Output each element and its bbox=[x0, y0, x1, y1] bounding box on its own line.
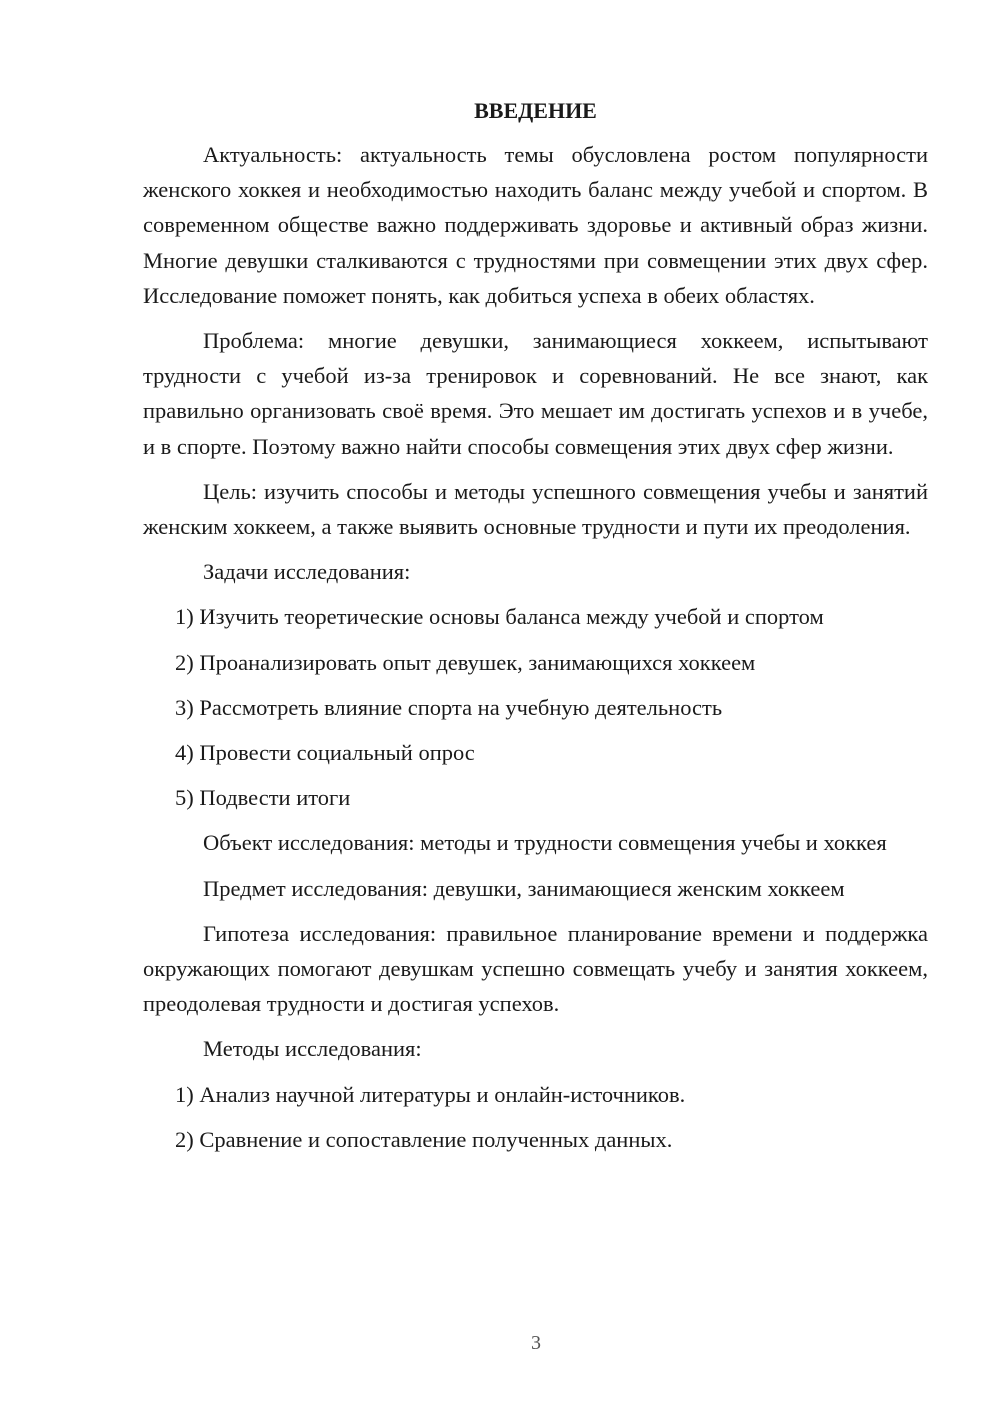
tasks-title: Задачи исследования: bbox=[203, 559, 411, 585]
list-item: 1) Анализ научной литературы и онлайн-источников. bbox=[175, 1081, 686, 1107]
methods-list bbox=[143, 1077, 928, 1157]
subject-paragraph: Предмет исследования: девушки, занимающиеся женским хоккеем bbox=[203, 875, 845, 901]
list-item: 5) Подвести итоги bbox=[175, 785, 351, 811]
methods-title: Методы исследования: bbox=[203, 1036, 422, 1062]
goal-paragraph: Цель: изучить способы и методы успешного совмещения учебы и занятий женским хоккеем, а также выявить основные трудности и пути их преодоления. bbox=[143, 478, 928, 540]
list-item: 2) Проанализировать опыт девушек, занимающихся хоккеем bbox=[175, 649, 756, 675]
page-number: 3 bbox=[531, 1332, 541, 1354]
list-item: 4) Провести социальный опрос bbox=[175, 740, 475, 766]
list-item: 1) Изучить теоретические основы баланса между учебой и спортом bbox=[175, 604, 824, 630]
section-heading: ВВЕДЕНИЕ bbox=[474, 98, 597, 123]
list-item: 3) Рассмотреть влияние спорта на учебную деятельность bbox=[175, 694, 723, 720]
hypothesis-paragraph: Гипотеза исследования: правильное планирование времени и поддержка окружающих помогают девушкам успешно совмещать учебу и занятия хоккеем, преодолевая трудности и достигая успехов. bbox=[143, 920, 928, 1017]
problem-paragraph: Проблема: многие девушки, занимающиеся хоккеем, испытывают трудности с учебой из-за тренировок и соревнований. Не все знают, как правильно организовать своё время. Это мешает им достигать успехов и в учебе, и в спорте. Поэтому важно найти способы совмещения этих двух сфер жизни. bbox=[143, 328, 928, 459]
document-page bbox=[143, 95, 928, 1167]
list-item: 2) Сравнение и сопоставление полученных данных. bbox=[175, 1126, 673, 1152]
relevance-paragraph: Актуальность: актуальность темы обусловлена ростом популярности женского хоккея и необходимостью находить баланс между учебой и спортом. В современном обществе важно поддерживать здоровье и активный образ жизни. Многие девушки сталкиваются с трудностями при совмещении этих двух сфер. Исследование поможет понять, как добиться успеха в обеих областях. bbox=[143, 142, 928, 308]
tasks-list bbox=[143, 599, 928, 815]
object-paragraph: Объект исследования: методы и трудности совмещения учебы и хоккея bbox=[203, 830, 887, 856]
